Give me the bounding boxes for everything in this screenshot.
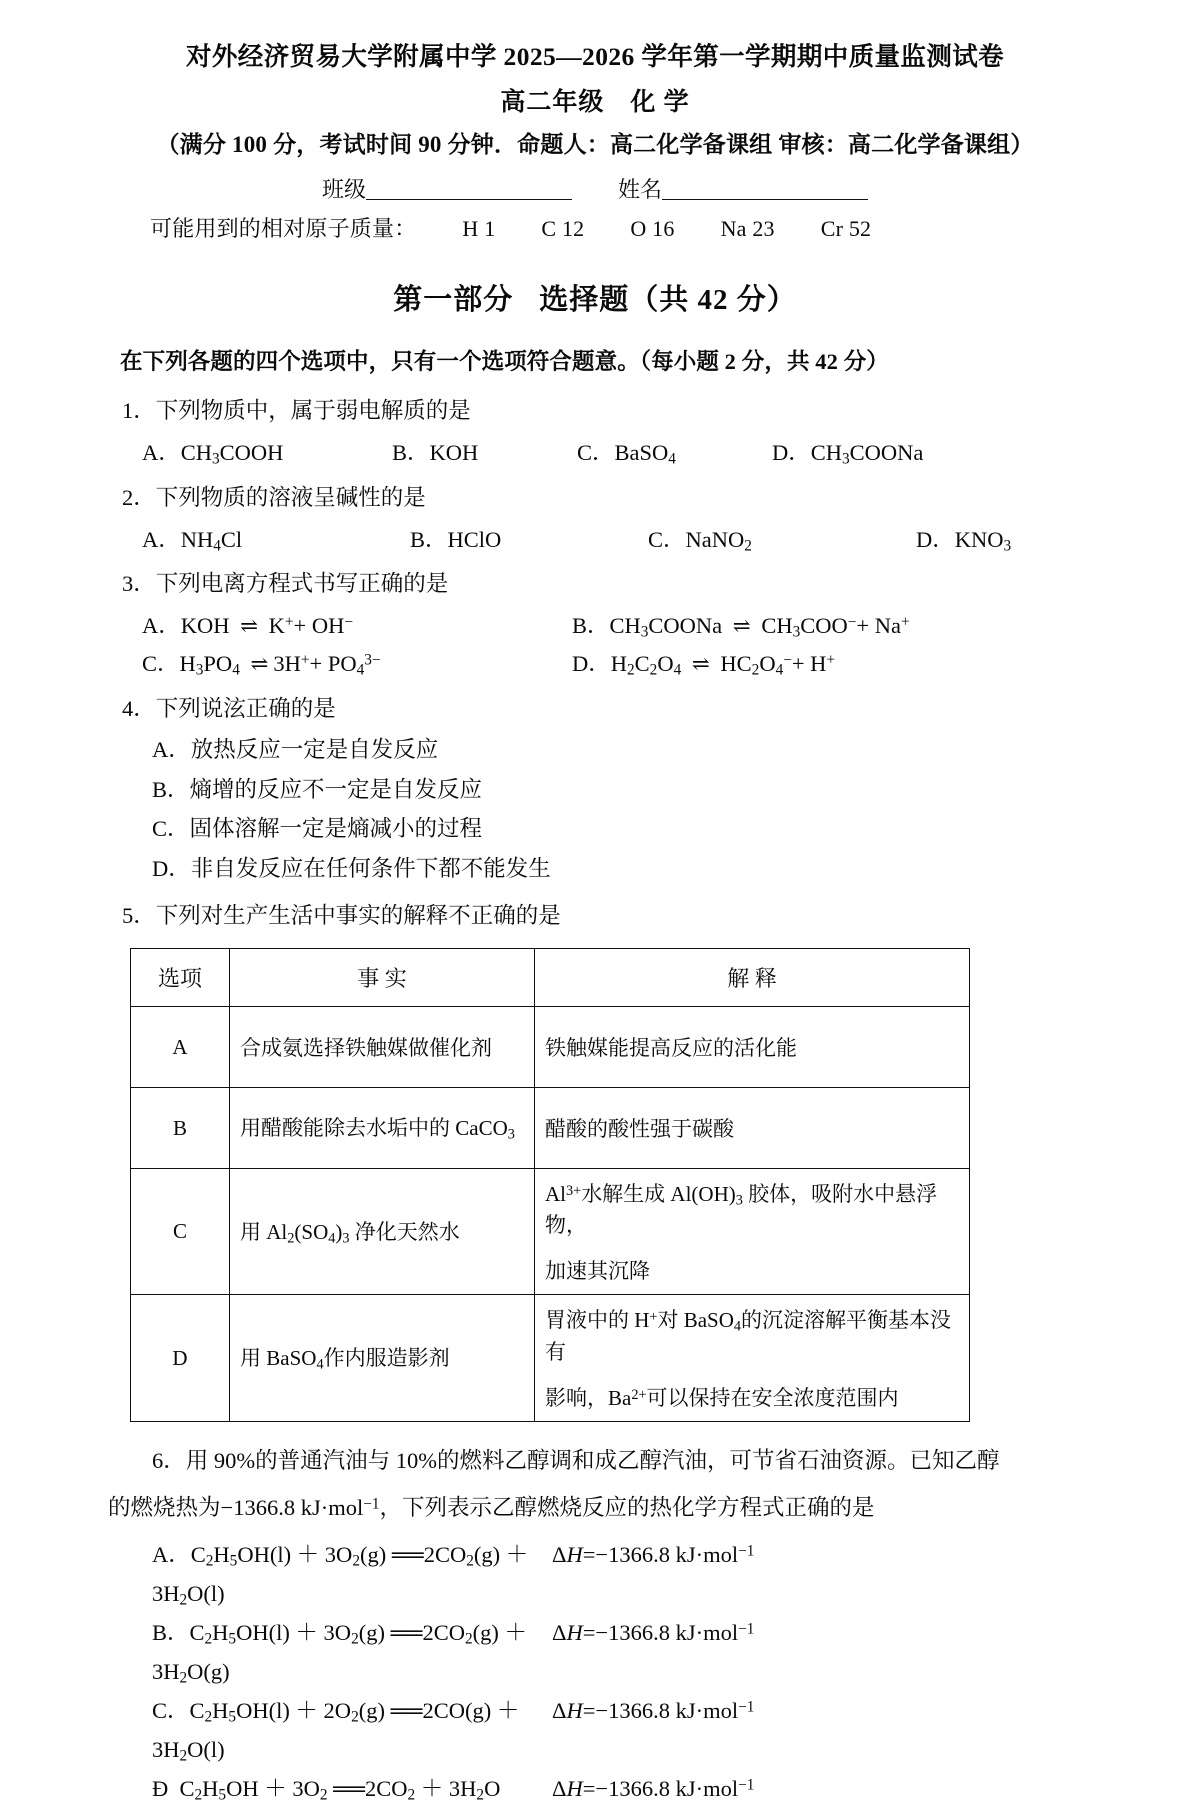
grade-label: 高二年级: [500, 89, 605, 117]
part-one-label: 第一部分: [393, 284, 514, 317]
table-header-fact: 事 实: [230, 949, 535, 1007]
q4-option-c[interactable]: C．固体溶解一定是熵减小的过程: [152, 816, 483, 842]
table-header-explanation: 解 释: [535, 949, 970, 1007]
row-c-explanation-line2: 加速其沉降: [545, 1259, 650, 1284]
atomic-mass-cr: Cr 52: [820, 216, 872, 242]
class-input-blank[interactable]: [366, 176, 572, 200]
atomic-mass-label: 可能用到的相对原子质量：: [150, 216, 417, 242]
q1-option-d[interactable]: D．$CH_3COONa$: [772, 440, 924, 468]
question-2-text: 下列物质的溶液呈碱性的是: [155, 484, 426, 510]
q6-option-b[interactable]: [152, 1614, 1082, 1692]
part-one-title: [108, 277, 1082, 318]
question-5-stem: [122, 899, 1082, 934]
question-1: [122, 394, 1082, 429]
q3-option-c[interactable]: C．$H_3PO_4$ ⇌ $3H^++ PO_4^{3-}$: [142, 650, 381, 679]
question-6-number: 6．: [152, 1447, 186, 1473]
q2-option-a[interactable]: A．$NH_4Cl$: [142, 526, 243, 555]
question-5-text: 下列对生产生活中事实的解释不正确的是: [155, 903, 561, 929]
q1-option-c[interactable]: C．BaSO$_4$: [577, 440, 676, 468]
row-d-explanation-line2: 影响，$Ba^{2+}$可以保持在安全浓度范围内: [545, 1385, 899, 1410]
q2-option-c[interactable]: C．NaNO$_2$: [648, 526, 752, 555]
question-6-stem-line2: [108, 1485, 1082, 1530]
question-6-options: [152, 1536, 1082, 1809]
q6-option-a-dh: ΔH=−1366.8 kJ·mol$^{-1}$: [552, 1541, 755, 1567]
row-b-explanation: 醋酸的酸性强于碳酸: [535, 1088, 970, 1169]
question-3-stem: [122, 567, 1082, 602]
row-c-explanation-line1: $Al^{3+}$水解生成 $Al(OH)_3$ 胶体，吸附水中悬浮物，: [545, 1182, 938, 1238]
q3-option-a[interactable]: A．KOH ⇌ K++ OH−: [142, 613, 353, 639]
table-header-row: [131, 949, 970, 1007]
q6-option-b-equation: B．$C_2H_5OH(l) + 3O_2(g)$ $══2CO_2(g) + 3H_2O(g)$: [152, 1619, 527, 1687]
question-1-text: 下列物质中，属于弱电解质的是: [155, 398, 471, 424]
atomic-mass-h: H 1: [462, 216, 496, 242]
question-2-stem: [122, 481, 1082, 516]
question-3-options-row-1: [142, 608, 1082, 642]
page-title: 对外经济贸易大学附属中学 2025—2026 学年第一学期期中质量监测试卷: [185, 42, 1005, 71]
row-b-option: B: [131, 1088, 230, 1169]
table-row[interactable]: [131, 1295, 970, 1421]
question-1-options: [142, 435, 1082, 469]
q6-option-c-dh: ΔH=−1366.8 kJ·mol$^{-1}$: [552, 1697, 755, 1723]
name-label: 姓名: [618, 177, 663, 203]
q4-option-a[interactable]: A．放热反应一定是自发反应: [152, 737, 439, 763]
student-info-row: [108, 173, 1082, 204]
atomic-mass-line: [150, 212, 1082, 243]
part-one-subtitle: 选择题（共 42 分）: [539, 284, 797, 317]
atomic-mass-na: Na 23: [720, 216, 775, 242]
question-3: [122, 567, 1082, 602]
question-5-number: 5．: [122, 903, 156, 929]
row-d-fact: 用 BaSO$_4$作内服造影剂: [230, 1295, 535, 1421]
question-6-stem-line1: [108, 1438, 1082, 1483]
atomic-mass-c: C 12: [541, 216, 585, 242]
table-row[interactable]: [131, 1169, 970, 1295]
question-3-options-row-2: [142, 646, 1082, 680]
q4-option-d[interactable]: D．非自发反应在任何条件下都不能发生: [152, 855, 551, 881]
question-2: [122, 481, 1082, 516]
table-header-option: 选项: [131, 949, 230, 1007]
row-c-explanation: [535, 1169, 970, 1295]
question-3-number: 3．: [122, 571, 156, 597]
row-a-option: A: [131, 1007, 230, 1088]
row-d-option: D: [131, 1295, 230, 1421]
q3-option-b[interactable]: B．$CH_3COONa$ ⇌ $CH_3COO^-+ Na^+$: [572, 613, 910, 641]
class-label: 班级: [321, 177, 366, 203]
subject-label: 化 学: [630, 89, 690, 117]
row-d-explanation: [535, 1295, 970, 1421]
question-5: [122, 899, 1082, 934]
row-d-explanation-line1: 胃液中的 H+对 BaSO$_4$的沉淀溶解平衡基本没有: [545, 1308, 952, 1364]
question-4-text: 下列说泫正确的是: [155, 695, 336, 721]
q6-option-b-dh: ΔH=−1366.8 kJ·mol$^{-1}$: [552, 1619, 755, 1645]
question-6-text-1: 用 90%的普通汽油与 10%的燃料乙醇调和成乙醇汽油，可节省石油资源。已知乙醇: [185, 1447, 1000, 1473]
question-4-stem: [122, 692, 1082, 727]
q1-option-b[interactable]: B．KOH: [392, 440, 479, 466]
question-6-text-2: 的燃烧热为−1366.8 kJ·mol$^{-1}$，下列表示乙醇燃烧反应的热化学方程式正确的是: [108, 1494, 875, 1520]
q1-option-a[interactable]: A．$CH_3COOH$: [142, 440, 284, 468]
question-2-options: [142, 522, 1082, 556]
row-c-option: C: [131, 1169, 230, 1295]
q6-option-a-equation: A．$C_2H_5OH(l) + 3O_2(g)$ $══2CO_2(g) + 3H_2O(l)$: [152, 1541, 529, 1609]
subject-line: [108, 82, 1082, 118]
question-1-number: 1．: [122, 398, 156, 424]
question-3-text: 下列电离方程式书写正确的是: [155, 571, 449, 597]
exam-meta-line: （满分 100 分，考试时间 90 分钟．命题人：高二化学备课组 审核：高二化学备课组）: [156, 132, 1034, 158]
row-c-fact: 用 $Al_2(SO_4)_3$ 净化天然水: [230, 1169, 535, 1295]
q4-option-b[interactable]: B．熵增的反应不一定是自发反应: [152, 776, 483, 802]
atomic-mass-o: O 16: [630, 216, 675, 242]
q6-option-c[interactable]: [152, 1692, 1082, 1770]
question-5-table: [130, 948, 970, 1422]
part-one-instruction: 在下列各题的四个选项中，只有一个选项符合题意。（每小题 2 分，共 42 分）: [120, 349, 889, 375]
q6-option-d-dh: ΔH=−1366.8 kJ·mol$^{-1}$: [552, 1775, 755, 1801]
q6-option-c-equation: C．$C_2H_5OH(l) + 2O_2(g)$ ══2CO(g) ＋ $3H_2O(l)$: [152, 1697, 520, 1765]
q2-option-b[interactable]: B．HClO: [410, 526, 502, 552]
q6-option-a[interactable]: [152, 1536, 1082, 1614]
q6-option-d-equation: Ɖ $C_2H_5OH + 3O_2$ $══2CO_2 + 3H_2O$: [152, 1775, 501, 1804]
table-row[interactable]: [131, 1088, 970, 1169]
name-input-blank[interactable]: [662, 176, 868, 200]
question-4-number: 4．: [122, 695, 156, 721]
row-b-fact: 用醋酸能除去水垢中的 CaCO$_3$: [230, 1088, 535, 1169]
q3-option-d[interactable]: D．$H_2C_2O_4$ ⇌ $HC_2O_4^-+ H^+$: [572, 650, 836, 679]
table-row[interactable]: [131, 1007, 970, 1088]
row-a-fact: 合成氨选择铁触媒做催化剂: [230, 1007, 535, 1088]
question-4: [122, 692, 1082, 727]
row-a-explanation: 铁触媒能提高反应的活化能: [535, 1007, 970, 1088]
question-1-stem: [122, 394, 1082, 429]
question-2-number: 2．: [122, 484, 156, 510]
q6-option-d[interactable]: [152, 1770, 1082, 1809]
q2-option-d[interactable]: D．$KNO_3$: [916, 526, 1012, 555]
